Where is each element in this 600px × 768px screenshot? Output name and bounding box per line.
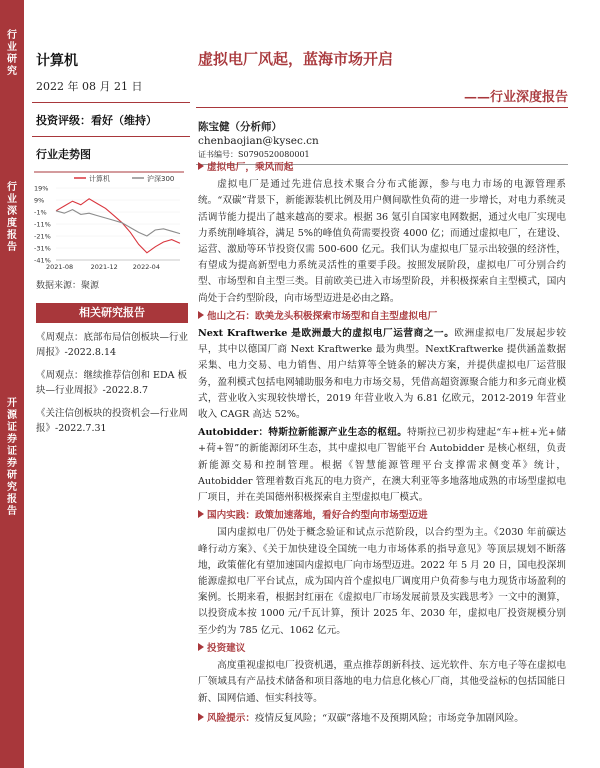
sidebar-band (0, 0, 24, 768)
report-type: ——行业深度报告 (463, 90, 568, 105)
related-report-item[interactable]: 《关注信创板块的投资机会—行业周报》-2022.7.31 (36, 408, 189, 434)
divider (32, 136, 190, 137)
section-heading: 虚拟电厂，乘风而起 (198, 160, 566, 176)
y-tick-label: 19% (34, 184, 49, 193)
divider (196, 107, 568, 108)
risk-warning (198, 711, 566, 727)
section-body: Next Kraftwerke 是欧洲最大的虚拟电厂运营商之一。欧洲虚拟电厂发展起步较早，其中以德国厂商 Next Kraftwerke 最为典型。NextKraftwerke 提供涵盖数据采集、电力交易、电力销售、用户结算等全链条的解决方案，并提供虚拟电厂运营服务，盈利模式包括电网辅助服务和电力市场交易，凭借高超资源聚合能力和多元商业模式，营业收入实现较快增长，2019 年营业收入为 6.81 亿欧元，2012-2019 年营业收入 CAGR 高达 52%。 (198, 328, 566, 421)
analyst-name: 陈宝健（分析师） (198, 121, 282, 133)
related-report-item[interactable]: 《周观点：继续推荐信创和 EDA 板块—行业周报》-2022.8.7 (36, 370, 187, 396)
series-line-computer (56, 199, 180, 253)
report-date: 2022 年 08 月 21 日 (36, 80, 143, 93)
section-body: 高度重视虚拟电厂投资机遇，重点推荐朗新科技、远光软件、东方电子等在虚拟电厂领域具有产品技术储备和项目落地的电力信息化核心厂商，其他受益标的包括国能日新、国网信通、恒实科技等。 (198, 660, 566, 704)
industry-name: 计算机 (36, 53, 78, 69)
y-tick-label: -31% (34, 244, 51, 253)
series-line-csi300 (56, 210, 180, 236)
section-body: 虚拟电厂是通过先进信息技术聚合分布式能源，参与电力市场的电源管理系统。“双碳”背景下，新能源装机比例及用户侧间歇性负荷的进一步增长，对电力系统灵活调节能力提出了越来越高的要求。根据 36 氪引自国家电网数据，通过火电厂实现电力系统削峰填谷，满足 5%的峰值负荷需要投资 4000 亿；而通过虚拟电厂，在建设、运营、激励等环节投资仅需 500-600 亿元。我们认为虚拟电厂显示出较强的经济性，有望成为提高新型电力系统灵活性的重要手段。按照发展阶段，虚拟电厂可分别合约型、市场型和自主型三类。目前欧美已进入市场型阶段，并积极探索自主型模式，国内尚处于合约型阶段，向市场型迈进是必由之路。 (198, 179, 566, 304)
legend-label-computer: 计算机 (89, 175, 110, 183)
investment-rating: 投资评级：看好（维持） (36, 114, 157, 127)
x-tick-label: 2022-04 (132, 263, 160, 271)
industry-trend-chart (34, 170, 184, 275)
main-content (198, 160, 566, 727)
legend-label-csi300: 沪深300 (147, 175, 175, 183)
section-heading: 国内实践：政策加速落地，看好合约型向市场型迈进 (198, 508, 566, 524)
risk-label: 风险提示： (207, 712, 255, 724)
sidebar-bottom-text: 开源证券证券研究报告 (7, 398, 17, 517)
bullet-triangle-icon (198, 510, 204, 518)
related-reports-title: 相关研究报告 (36, 303, 188, 323)
report-title: 虚拟电厂风起，蓝海市场开启 (198, 50, 394, 68)
related-report-item[interactable]: 《周观点：底部布局信创板块—行业周报》-2022.8.14 (36, 332, 189, 358)
trend-title: 行业走势图 (36, 148, 91, 161)
section-body: Autobidder：特斯拉新能源产业生态的枢纽。特斯拉已初步构建起“车+桩+光+储+荷+智”的新能源闭环生态，其中虚拟电厂智能平台 Autobidder 是核心枢纽，负责新能源交易和控制管理。根据《智慧能源管理平台支撑需求侧变革》统计，Autobidder 管理着数百兆瓦的电力资产，在澳大利亚等多地落地成熟的市场型虚拟电厂项目，并在美国德州积极探索自主型虚拟电厂模式。 (198, 427, 566, 504)
analyst-cert: 证书编号：S0790520080001 (198, 150, 310, 159)
bullet-triangle-icon (198, 162, 204, 170)
y-tick-label: -21% (34, 232, 51, 241)
section-body: 国内虚拟电厂仍处于概念验证和试点示范阶段，以合约型为主。《2030 年前碳达峰行动方案》、《关于加快建设全国统一电力市场体系的指导意见》等顶层规划不断落地，政策催化有望加速国内虚拟电厂向市场型迈进。2022 年 5 月 20 日，国电投深圳能源虚拟电厂平台试点，成为国内首个虚拟电厂调度用户负荷参与电力现货市场盈利的案例。长期来看，根据封红丽在《虚拟电厂市场发展前景及实践思考》一文中的测算，以投资成本按 1000 元/千瓦计算，预计 2025 年、2030 年，虚拟电厂投资规模分别至少约为 785 亿元、1062 亿元。 (198, 527, 566, 636)
bullet-triangle-icon (198, 713, 204, 721)
related-reports-list (36, 330, 191, 444)
sidebar-middle-text: 行业深度报告 (7, 182, 17, 253)
section-heading: 投资建议 (198, 641, 566, 657)
y-tick-label: -1% (34, 208, 47, 217)
divider (32, 102, 190, 103)
x-tick-label: 2021-12 (90, 263, 118, 271)
sidebar-top-text: 行业研究 (7, 30, 17, 77)
risk-text: 疫情反复风险；“双碳”落地不及预期风险；市场竞争加剧风险。 (254, 712, 524, 724)
y-tick-label: -11% (34, 220, 51, 229)
analyst-email[interactable]: chenbaojian@kysec.cn (198, 135, 319, 147)
bullet-triangle-icon (198, 311, 204, 319)
y-tick-label: 9% (34, 196, 45, 205)
section-heading: 他山之石：欧美龙头积极探索市场型和自主型虚拟电厂 (198, 309, 566, 325)
x-tick-label: 2021-08 (46, 263, 74, 271)
y-tick-label: -41% (34, 256, 51, 265)
analyst-info (198, 120, 319, 162)
bullet-triangle-icon (198, 643, 204, 651)
chart-source: 数据来源：聚源 (36, 281, 100, 291)
chart-legend (74, 174, 174, 183)
